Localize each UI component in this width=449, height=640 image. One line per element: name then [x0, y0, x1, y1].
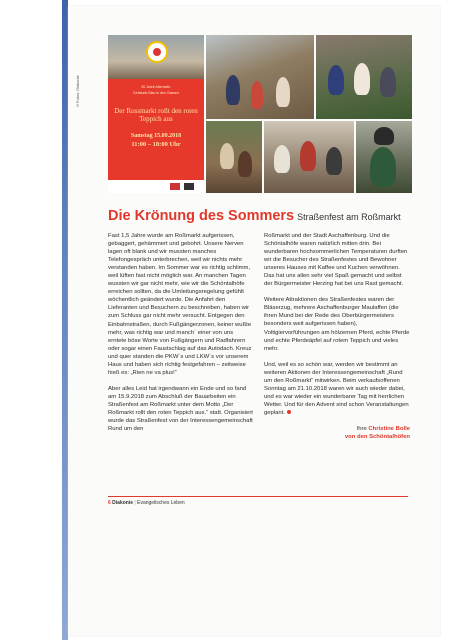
cafe-table-photo: [206, 121, 262, 193]
paragraph: Weitere Attraktionen des Straßenfestes waren der Bläserzug, mehrere Aschaffenburger Maulaffen (die ihren Mund bei der Rede des Oberbürgermeisters besonders weit aufgerissen haben), Voltigiervorführungen am hölzernen Pferd, echte Pferde und echte Pferdeäpfel auf rotem Teppich und vieles mehr.: [264, 297, 410, 352]
end-mark-icon: [287, 410, 291, 414]
seated-guests-photo: [264, 121, 354, 193]
paragraph: Roßmarkt und der Stadt Aschaffenburg. Und die Schöntalhöfe waren natürlich mitten drin. Bei wunderbaren hochsommerlichen Temperaturen durften wir die Besucher des Straßenfestes und Bewohner unseres Hauses mit Kaffee und Kuchen verwöhnen. Das hat uns allen sehr viel Spaß gemacht und selbst der Bürgermeister Herzing hat bei uns Rast gemacht.: [264, 233, 408, 288]
footer-section: Evangelisches Leben: [137, 500, 185, 506]
poster-logos-strip: [108, 180, 204, 193]
signature-name: Christine Bolle: [368, 425, 410, 432]
text-column-right: [264, 232, 410, 441]
paragraph: Fast 1,5 Jahre wurde am Roßmarkt aufgerissen, gebaggert, gehämmert und gebohrt. Unsere Nerven lagen oft blank und wir mussten manches Telefongespräch unterbrechen, weil wir nichts mehr verstanden haben. Im Sommer war es richtig schlimm, weil lüften fast nicht möglich war. An manchen Tagen wussten wir gar nicht mehr, wie wir die Schöntalhöfe erreichen sollten, da die Umleitungsregelung gefühlt wöchentlich geändert wurde. Die Anfahrt den Lieferanten und Besuchern zu beschreiben, haben wir zum Schluss gar nicht mehr versucht. Entgegen den Einbahnstraßen, durch Fußgängerzonen, keiner wußte mehr, was richtig war und manch´ einer von uns erntete böse Worte von Fußgängern und Radfahrern oder sogar einen Faustschlag auf das Autodach. Kreuz und quer standen die PKW´s und LKW´s vor unserem Haus und haben sich richtig festgefahren – zeitweise hieß es: „Rien ne va plus!“: [108, 233, 252, 376]
scan-background: [0, 0, 64, 640]
street-festival-photo: [206, 35, 314, 119]
page-number: 6: [108, 500, 111, 506]
costumed-guard-photo: [356, 121, 412, 193]
footer-divider: [108, 496, 408, 497]
poster-time: 11:00 – 18:00 Uhr: [131, 141, 181, 148]
footer-brand: Diakonie: [112, 500, 134, 506]
paragraph-with-end-mark: [264, 361, 410, 417]
article-heading: [108, 207, 401, 225]
text-column-left: [108, 232, 253, 441]
poster-logo: [146, 41, 168, 63]
article-subtitle: Straßenfest am Roßmarkt: [297, 212, 401, 222]
poster-title: Der Rossmarkt rollt den roten Teppich aus: [114, 107, 198, 123]
photo-credit: ©Fotos: Diakonie: [75, 75, 80, 108]
signature-prefix: Ihre: [356, 425, 367, 432]
event-poster: [108, 35, 204, 193]
poster-date: Samstag 15.09.2018: [130, 133, 182, 139]
poster-line1: 30 Jahre Alternativ.: [141, 85, 171, 89]
signature: [264, 425, 410, 441]
paragraph: Aber alles Leid hat irgendwann ein Ende und so fand am 15.9.2018 zum Abschluß der Bauarbeiten ein Straßenfest am Roßmarkt unter dem Motto „Der Roßmarkt rollt den roten Teppich aus.“ statt. Organisiert wurde das Straßenfest von der Interessengemeinschaft Rund um den: [108, 385, 253, 433]
article-title: Die Krönung des Sommers: [108, 208, 295, 224]
paragraph: Und, weil es so schön war, werden wir bestimmt an weiteren Aktionen der Interessengemeinschaft „Rund um den Roßmarkt“ mitwirken. Beim verkaufsoffenen Sonntag am 21.10.2018 waren wir auch wieder dabei, und es war wieder ein wunderbarer Tag mit herrlichen Wetter. Und für den Advent sind schon Veranstaltungen geplant.: [264, 361, 409, 416]
page-footer: 6 Diakonie | Evangelisches Leben: [108, 500, 185, 506]
signature-affiliation: von den Schöntalhöfen: [344, 434, 410, 441]
poster-line2: Gebäude Blau in den Gassen: [133, 91, 179, 95]
waving-residents-photo: [316, 35, 412, 119]
